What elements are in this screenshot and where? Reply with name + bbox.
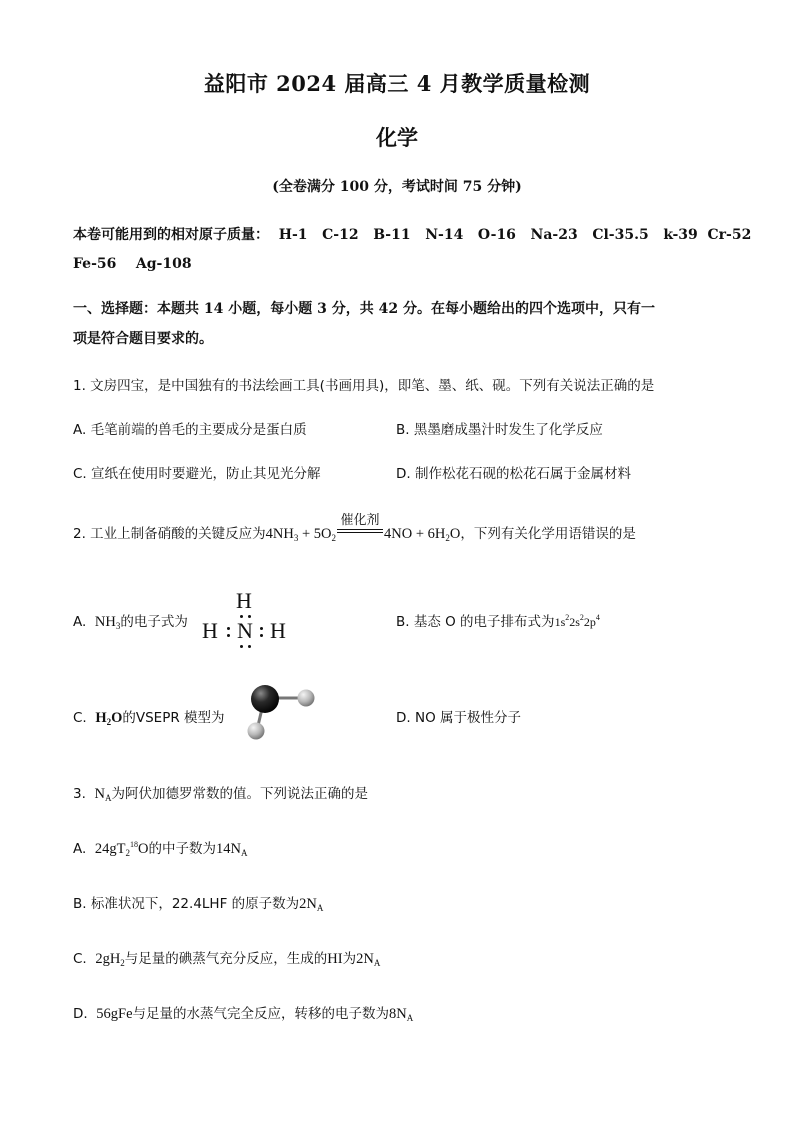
subject-title: 化学 [376, 125, 418, 150]
q1-stem: 1. 文房四宝，是中国独有的书法绘画工具(书画用具)，即笔、墨、纸、砚。下列有关说法正确的是 [73, 378, 655, 394]
q2-prefix: 2. 工业上制备硝酸的关键反应为 [73, 526, 266, 542]
atomic-masses-line2: Fe-56 Ag-108 [73, 256, 192, 272]
q3-option-c: C. $2gH_2$与足量的碘蒸气充分反应，生成的HI为$2N_A$ [73, 951, 381, 968]
q2-option-a: A. $NH_3$的电子式为 [73, 614, 188, 631]
q2-option-b: B. 基态 O 的电子排布式为$1s^22s^22p^4$ [396, 613, 600, 630]
nh3-lewis-structure: H H N H [200, 588, 292, 650]
q3-option-a: A. $24gT_2^{18}O$的中子数为$14N_A$ [73, 840, 248, 858]
electron-configuration: $1s^22s^22p^4$ [554, 613, 600, 629]
q2-products: $4NO + 6H_2O$ [384, 526, 461, 543]
q1-option-c: C. 宣纸在使用时要避光，防止其见光分解 [73, 466, 321, 482]
q1-option-a: A. 毛笔前端的兽毛的主要成分是蛋白质 [73, 422, 307, 438]
q2-stem [73, 513, 636, 543]
q3-option-d: D. 56gFe与足量的水蒸气完全反应，转移的电子数为$8N_A$ [73, 1006, 414, 1023]
q1-option-b: B. 黑墨磨成墨汁时发生了化学反应 [396, 422, 603, 438]
q2-option-d: D. NO 属于极性分子 [396, 710, 521, 726]
q2-reactants: $4NH_3 + 5O_2$ [265, 526, 337, 543]
section-heading-line2: 项是符合题目要求的。 [73, 331, 213, 347]
page-title: 益阳市 2024 届高三 4 月教学质量检测 [203, 71, 591, 96]
q1-option-d: D. 制作松花石砚的松花石属于金属材料 [396, 466, 631, 482]
atomic-masses-line1: 本卷可能用到的相对原子质量： H-1 C-12 B-11 N-14 O-16 Na-23 Cl-35.5 k-39 Cr-52 [73, 227, 752, 243]
section-heading-line1: 一、选择题：本题共 14 小题，每小题 3 分，共 42 分。在每小题给出的四个选项中，只有一 [73, 301, 655, 317]
q2-suffix: ，下列有关化学用语错误的是 [460, 526, 636, 542]
exam-note: (全卷满分 100 分，考试时间 75 分钟) [272, 179, 522, 195]
q3-stem: 3. $N_A$为阿伏加德罗常数的值。下列说法正确的是 [73, 786, 368, 803]
h2o-vsepr-model-icon [240, 680, 325, 745]
q2-catalyst-label: 催化剂 [340, 513, 380, 528]
q2-option-c: C. $H_2O$的VSEPR 模型为 [73, 710, 225, 727]
q2-catalyst-arrow [336, 513, 384, 542]
q3-option-b: B. 标准状况下，22.4LHF 的原子数为$2N_A$ [73, 896, 324, 913]
